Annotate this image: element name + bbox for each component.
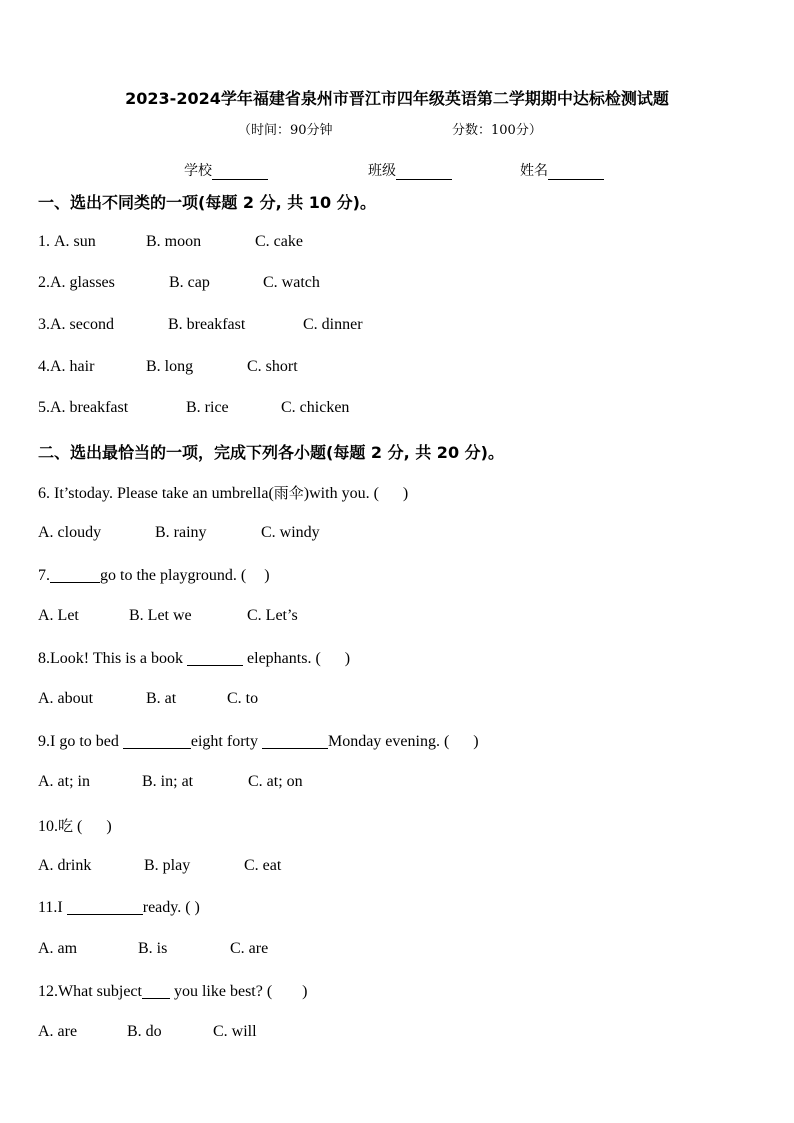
question-7 [38,566,270,585]
option-c: C. cake [255,233,303,250]
question-10-options [38,857,281,875]
option-a: A. drink [38,857,92,874]
question-8-options [38,690,258,708]
answer-blank [50,566,100,583]
option-c: C. dinner [303,316,363,333]
school-field [184,160,268,180]
option-b: B. long [146,358,194,375]
name-blank [548,165,604,180]
question-text: 6. It’stoday. Please take an umbrella( [38,485,274,502]
section1-title: 一、选出不同类的一项(每题 2 分, 共 10 分)。 [38,193,376,212]
option-a: A. breakfast [50,399,129,416]
question-text: ) [473,733,479,750]
school-label: 学校 [184,163,212,179]
question-number: 3. [38,316,50,333]
question-text: ready. ( ) [142,899,200,916]
question-9-options [38,773,303,791]
answer-blank-2 [262,732,328,749]
question-number: 4. [38,358,50,375]
question-text: you like best? ( [169,983,273,1000]
exam-score: 分数：100分） [452,123,542,138]
option-b: B. rainy [155,524,207,541]
question-text: 11.I [38,899,67,916]
option-c: C. to [227,690,259,707]
question-text: Monday evening. ( [327,733,450,750]
option-b: B. is [138,940,168,957]
school-blank [212,165,268,180]
answer-blank [142,982,170,999]
answer-blank [187,649,243,666]
option-c: C. eat [244,857,282,874]
question-text: 12.What subject [38,983,142,1000]
option-b: B. cap [169,274,210,291]
class-field [368,160,452,180]
question-text: eight forty [190,733,262,750]
question-8 [38,649,350,668]
option-b: B. do [127,1023,162,1040]
option-c: C. watch [263,274,320,291]
question-text: ) [344,650,351,667]
section2-title: 二、选出最恰当的一项，完成下列各小题(每题 2 分, 共 20 分)。 [38,443,504,462]
answer-blank-1 [123,732,191,749]
option-a: A. sun [54,233,96,250]
option-a: A. Let [38,607,79,624]
question-number: 7. [38,567,50,584]
question-2 [38,274,320,292]
question-text: 9.I go to bed [38,733,123,750]
question-11 [38,898,200,917]
question-7-options [38,607,298,625]
class-blank [396,165,452,180]
question-number: 10. [38,818,58,835]
question-hint: 雨伞 [273,484,304,502]
option-c: C. at; on [248,773,303,790]
question-number: 5. [38,399,50,416]
question-text: ) [106,818,112,835]
question-text: ) [264,567,270,584]
question-text: ) [402,485,409,502]
question-text: go to the playground. ( [100,567,247,584]
question-word: 吃 [58,817,74,835]
exam-title: 2023-2024学年福建省泉州市晋江市四年级英语第二学期期中达标检测试题 [125,89,669,108]
question-12 [38,982,308,1001]
exam-time: （时间：90分钟 [238,123,333,138]
question-11-options [38,940,268,958]
answer-blank [67,898,143,915]
question-text: ) [302,983,308,1000]
option-b: B. rice [186,399,229,416]
option-c: C. short [247,358,298,375]
question-text: elephants. ( [243,650,321,667]
question-6 [38,482,408,503]
option-c: C. are [230,940,269,957]
question-number: 1. [38,233,54,250]
question-9 [38,732,479,751]
question-12-options [38,1023,257,1041]
question-text: )with you. ( [303,485,379,502]
name-label: 姓名 [520,163,548,179]
option-a: A. cloudy [38,524,102,541]
question-1 [38,233,303,251]
option-b: B. moon [146,233,202,250]
option-a: A. hair [50,358,95,375]
question-5 [38,399,349,417]
option-a: A. at; in [38,773,90,790]
question-4 [38,358,298,376]
question-number: 2. [38,274,50,291]
option-b: B. Let we [129,607,192,624]
option-a: A. are [38,1023,78,1040]
question-10 [38,815,112,836]
question-3 [38,316,363,334]
option-a: A. about [38,690,94,707]
option-a: A. am [38,940,78,957]
option-b: B. breakfast [168,316,246,333]
option-c: C. Let’s [247,607,298,624]
option-c: C. chicken [281,399,350,416]
question-text: ( [73,818,83,835]
name-field [520,160,604,180]
option-a: A. second [50,316,114,333]
option-b: B. in; at [142,773,194,790]
option-b: B. at [146,690,177,707]
question-6-options [38,524,320,542]
class-label: 班级 [368,163,396,179]
question-text: 8.Look! This is a book [38,650,188,667]
option-a: A. glasses [50,274,115,291]
option-c: C. windy [261,524,320,541]
option-b: B. play [144,857,191,874]
option-c: C. will [213,1023,257,1040]
